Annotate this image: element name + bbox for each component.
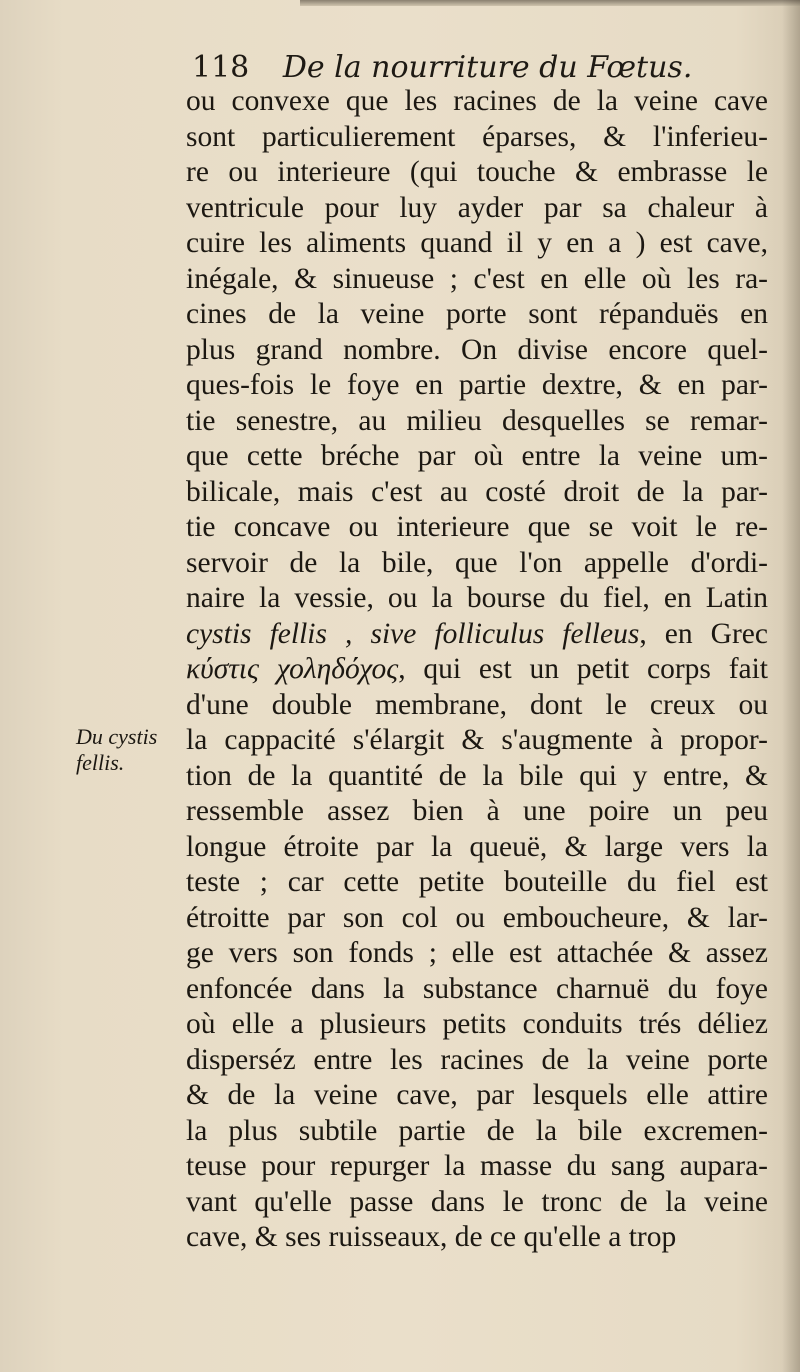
marginal-note <box>76 724 176 776</box>
marginal-note-line: Du cystis <box>76 724 158 749</box>
text-line: enfoncée dans la substance charnuë du foye <box>186 972 768 1005</box>
greek-term: κύστις χοληδόχος <box>186 653 399 685</box>
text-line: teuse pour repurger la masse du sang aupara- <box>186 1150 768 1182</box>
text-line: où elle a plusieurs petits conduits trés déliez <box>186 1008 768 1040</box>
running-title: De la nourriture du Fœtus. <box>282 50 693 85</box>
text-line: plus grand nombre. On divise encore quel- <box>186 333 768 366</box>
text-line: servoir de la bile, que l'on appelle d'ordi- <box>186 546 768 579</box>
text-line: ou convexe que les racines de la veine cave <box>186 85 768 117</box>
text-line: teste ; car cette petite bouteille du fiel est <box>186 866 768 898</box>
text-line: étroitte par son col ou emboucheure, & lar- <box>186 901 768 934</box>
page-gutter-shadow <box>782 0 800 1372</box>
text-line: cave, & ses ruisseaux, de ce qu'elle a trop <box>186 1221 677 1253</box>
text-line: cuire les aliments quand il y en a ) est cave, <box>186 227 768 259</box>
text-line: vant qu'elle passe dans le tronc de la veine <box>186 1185 768 1218</box>
text-line: tie concave ou interieure que se voit le re- <box>186 511 768 543</box>
text-line: ventricule pour luy ayder par sa chaleur à <box>186 191 768 224</box>
text-line: bilicale, mais c'est au costé droit de la par- <box>186 475 768 508</box>
text-line: re ou interieure (qui touche & embrasse le <box>186 156 768 188</box>
text-line: inégale, & sinueuse ; c'est en elle où les ra- <box>186 262 768 295</box>
text-line: & de la veine cave, par lesquels elle attire <box>186 1079 768 1111</box>
text-line: sont particulierement éparses, & l'inferieu- <box>186 120 768 153</box>
text-line: la plus subtile partie de la bile excremen- <box>186 1114 768 1147</box>
text-line: ge vers son fonds ; elle est attachée & assez <box>186 937 768 969</box>
text-line: tion de la quantité de la bile qui y entre, & <box>186 759 768 792</box>
body-text <box>186 84 768 1256</box>
text-line: cines de la veine porte sont répanduës en <box>186 298 768 330</box>
marginal-note-line: fellis. <box>76 750 125 775</box>
text-line: ques-fois le foye en partie dextre, & en par- <box>186 369 768 401</box>
text-line: disperséz entre les racines de la veine porte <box>186 1043 768 1076</box>
text-line: κύστις χοληδόχος, qui est un petit corps fait <box>186 653 768 685</box>
text-line: cystis fellis , sive folliculus felleus, en Grec <box>186 617 768 650</box>
running-head <box>192 50 692 85</box>
text-line: la cappacité s'élargit & s'augmente à propor- <box>186 724 768 756</box>
text-line: naire la vessie, ou la bourse du fiel, en Latin <box>186 582 768 614</box>
text-line: d'une double membrane, dont le creux ou <box>186 688 768 721</box>
text-line: ressemble assez bien à une poire un peu <box>186 795 768 827</box>
latin-term: cystis fellis , sive folliculus felleus <box>186 617 640 650</box>
text-line: longue étroite par la queuë, & large vers la <box>186 830 768 863</box>
page-top-edge <box>300 0 800 6</box>
text-line: tie senestre, au milieu desquelles se remar- <box>186 404 768 437</box>
text-line: que cette bréche par où entre la veine um- <box>186 440 768 472</box>
page-number: 118 <box>192 50 250 85</box>
